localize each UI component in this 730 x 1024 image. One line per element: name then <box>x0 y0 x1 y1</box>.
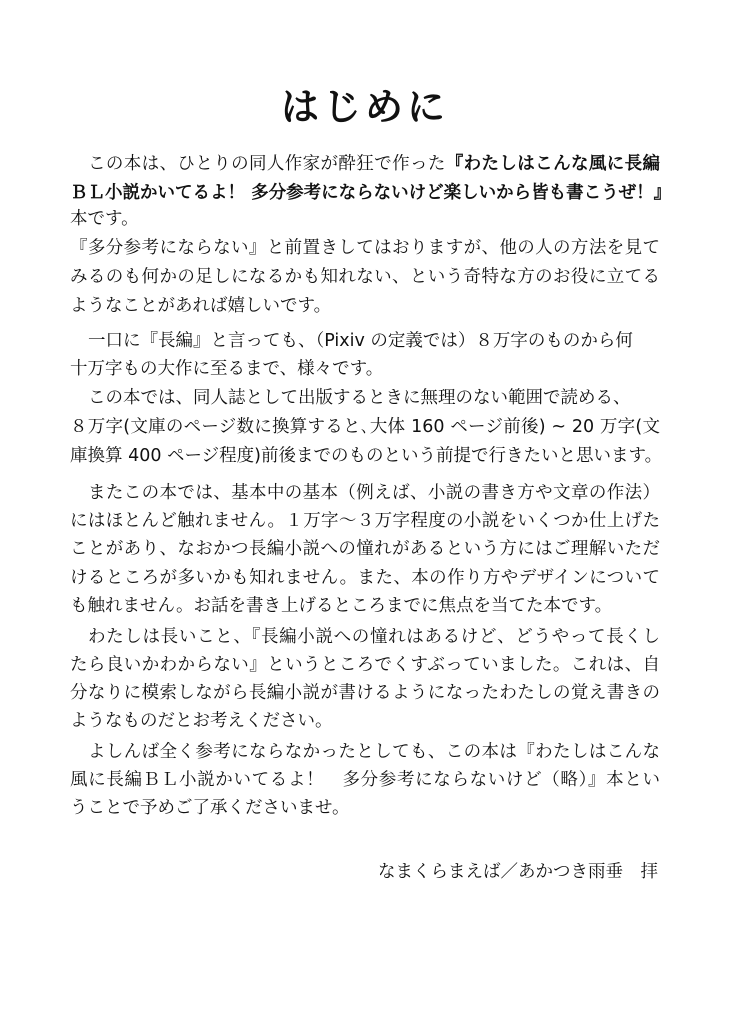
text-line: も触れません。お話を書き上げるところまでに焦点を当てた本です。 <box>70 596 613 616</box>
text-line: わたしは長いこと、『長編小説への憧れはあるけど、どうやって長くし <box>88 627 660 647</box>
text-line: ことがあり、なおかつ長編小説への憧れがあるという方にはご理解いただ <box>70 539 660 559</box>
text-segment: この本は、ひとりの同人作家が酔狂で作った <box>88 154 446 174</box>
text-line: 風に長編ＢＬ小説かいてるよ！ 多分参考にならないけど（略）』本とい <box>70 770 660 790</box>
page-title: はじめに <box>280 85 449 129</box>
text-line: またこの本では、基本中の基本（例えば、小説の書き方や文章の作法） <box>88 483 660 503</box>
author-signature: なまくらまえば／あかつき雨垂 拝 <box>378 862 658 882</box>
text-line: よしんば全く参考にならなかったとしても、この本は『わたしはこんな <box>88 742 660 762</box>
text-line: この本では、同人誌として出版するときに無理のない範囲で読める、 <box>88 388 631 408</box>
text-line: 一口に『長編』と言っても、（Pixiv の定義では）８万字のものから何 <box>88 331 633 351</box>
text-line: 十万字もの大作に至るまで、様々です。 <box>70 359 384 379</box>
text-line: みるのも何かの足しになるかも知れない、という奇特な方のお役に立てる <box>70 267 660 287</box>
text-line: ようなものだとお考えください。 <box>70 711 333 731</box>
text-line <box>70 152 660 176</box>
text-line: 本です。 <box>70 209 139 229</box>
book-title-bold-line: ＢＬ小説かいてるよ！ 多分参考にならないけど楽しいから皆も書こうぜ！』 <box>70 183 672 203</box>
text-line: うことで予めご了承くださいませ。 <box>70 798 350 818</box>
text-line: にはほとんど触れません。１万字～３万字程度の小説をいくつか仕上げた <box>70 511 660 531</box>
text-line: ８万字(文庫のページ数に換算すると､大体 160 ページ前後) ~ 20 万字(文 <box>70 417 660 437</box>
text-line: たら良いかわからない』というところでくすぶっていました。これは、自 <box>70 655 660 675</box>
text-line: ようなことがあれば嬉しいです。 <box>70 296 332 316</box>
book-title-bold: 『わたしはこんな風に長編 <box>445 154 661 174</box>
text-line: けるところが多いかも知れません。また、本の作り方やデザインについて <box>70 568 660 588</box>
text-line: 庫換算 400 ページ程度)前後までのものという前提で行きたいと思います。 <box>70 446 663 466</box>
text-line: 分なりに模索しながら長編小説が書けるようになったわたしの覚え書きの <box>70 683 660 703</box>
text-line: 『多分参考にならない』と前置きしてはおりますが、他の人の方法を見て <box>70 238 660 258</box>
